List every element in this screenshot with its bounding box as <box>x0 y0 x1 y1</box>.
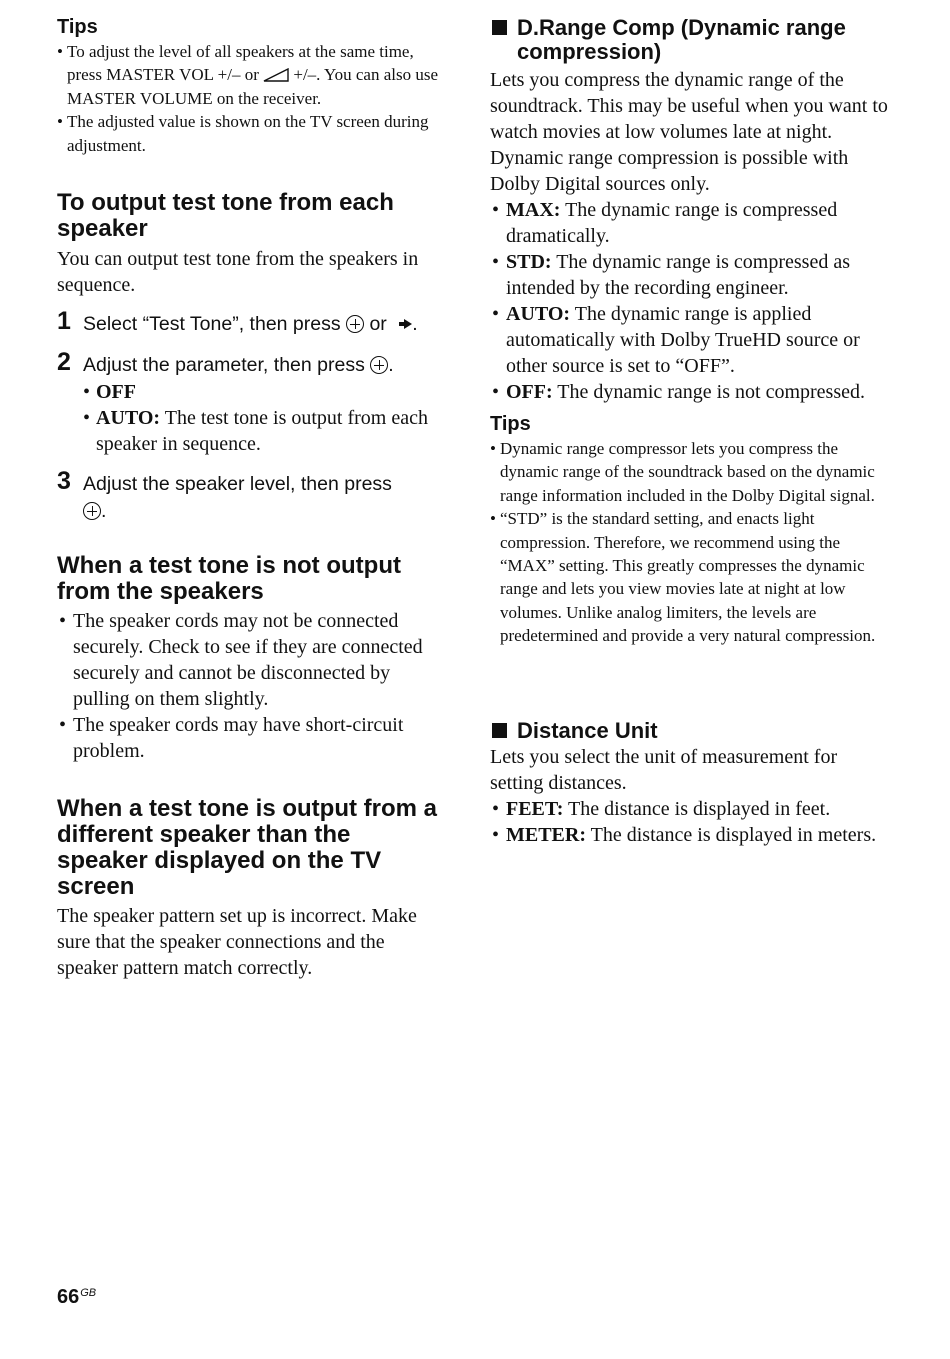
step-number: 1 <box>57 307 71 335</box>
option-item: • OFF <box>83 379 447 405</box>
tips-list <box>57 40 447 157</box>
enter-circle-icon <box>370 356 388 374</box>
step-3 <box>57 467 447 525</box>
enter-circle-icon <box>346 315 364 333</box>
square-bullet-icon <box>492 723 507 738</box>
section-body: You can output test tone from the speakers in sequence. <box>57 248 419 296</box>
tips-list <box>490 437 880 648</box>
tips-item-text: To adjust the level of all speakers at the same time, press MASTER VOL +/– or <box>67 42 414 85</box>
distance-section <box>490 719 890 848</box>
section-body: Lets you compress the dynamic range of the soundtrack. This may be useful when you want to watch movies at low volumes late at night. Dynamic range compression is possible with Dolby Digital sources only. <box>490 69 888 195</box>
bullet-list <box>490 796 890 848</box>
section-heading: To output test tone from each speaker <box>57 189 394 242</box>
step-text: Select “Test Tone”, then press or . <box>83 313 418 335</box>
setting-heading: D.Range Comp (Dynamic range compression) <box>490 16 890 64</box>
bullet-item: • METER: The distance is displayed in meters. <box>490 822 890 848</box>
drange-section <box>490 16 890 405</box>
different-speaker-section <box>57 796 447 981</box>
tips-item: • “STD” is the standard setting, and enacts light compression. Therefore, we recommend using the “MAX” setting. This greatly compresses the dynamic range and lets you view movies late at night at low volumes. Unlike analog limiters, the levels are predetermined and provide a very natural compression. <box>490 507 880 647</box>
tips-section-right <box>490 411 880 648</box>
bullet-list <box>490 197 890 405</box>
tips-item: • The adjusted value is shown on the TV screen during adjustment. <box>57 110 447 157</box>
test-tone-section <box>57 190 447 525</box>
not-output-section <box>57 553 447 764</box>
step-number: 3 <box>57 467 71 495</box>
tips-item <box>57 40 447 110</box>
section-heading: When a test tone is not output from the speakers <box>57 552 401 605</box>
bullet-item: • The speaker cords may not be connected securely. Check to see if they are connected securely and cannot be disconnected by pulling on them slightly. <box>57 608 447 712</box>
bullet-item: • STD: The dynamic range is compressed as intended by the recording engineer. <box>490 249 890 301</box>
step-text: Adjust the parameter, then press . <box>83 354 394 376</box>
volume-wedge-icon <box>263 68 289 82</box>
tips-heading: Tips <box>57 16 98 38</box>
option-item: • AUTO: The test tone is output from each speaker in sequence. <box>83 405 447 457</box>
tips-item: • Dynamic range compressor lets you compress the dynamic range of the soundtrack based on the dynamic range information included in the Dolby Digital signal. <box>490 437 880 507</box>
right-arrow-icon <box>404 319 412 329</box>
step-1 <box>57 307 447 338</box>
section-body: Lets you select the unit of measurement for setting distances. <box>490 746 838 794</box>
section-body: The speaker pattern set up is incorrect. Make sure that the speaker connections and the speaker pattern match correctly. <box>57 905 417 979</box>
bullet-item: • The speaker cords may have short-circuit problem. <box>57 712 447 764</box>
step-number: 2 <box>57 348 71 376</box>
bullet-item: • FEET: The distance is displayed in feet. <box>490 796 890 822</box>
step-2 <box>57 348 447 457</box>
tips-section-left <box>57 14 447 157</box>
tips-item-text: +/–. You can also use MASTER VOLUME on the receiver. <box>67 65 439 108</box>
tips-heading: Tips <box>490 413 531 435</box>
bullet-list <box>57 608 447 764</box>
step-text: Adjust the speaker level, then press . <box>83 473 392 522</box>
option-list <box>83 379 447 457</box>
bullet-item: • MAX: The dynamic range is compressed dramatically. <box>490 197 890 249</box>
setting-heading: Distance Unit <box>490 719 890 743</box>
page-suffix: GB <box>80 1287 97 1299</box>
enter-circle-icon <box>83 502 101 520</box>
bullet-item: • AUTO: The dynamic range is applied automatically with Dolby TrueHD source or other source is set to “OFF”. <box>490 301 890 379</box>
page-number: $66^{GB}$ <box>57 1286 97 1308</box>
section-heading: When a test tone is output from a different speaker than the speaker displayed on the TV screen <box>57 795 438 900</box>
square-bullet-icon <box>492 20 507 35</box>
bullet-item: • OFF: The dynamic range is not compressed. <box>490 379 890 405</box>
